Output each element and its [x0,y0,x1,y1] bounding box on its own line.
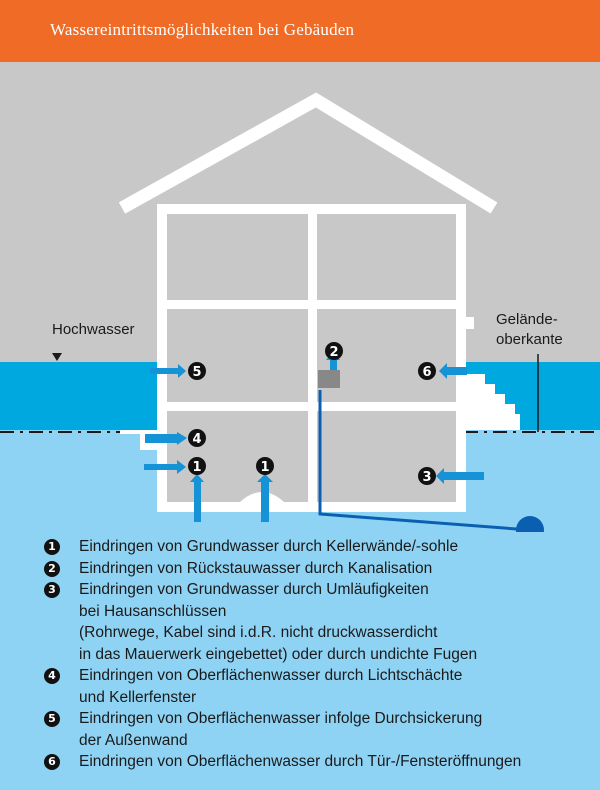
legend-number-3: 3 [44,582,60,598]
drain-trap [318,370,340,388]
legend [44,536,584,773]
arrow-1c-shaft [261,482,269,522]
legend-number-2: 2 [44,561,60,577]
arrow-6-shaft [447,367,467,375]
arrow-4-shaft [145,434,177,443]
marker-5-label: 5 [192,365,202,380]
legend-item-6 [44,751,584,773]
arrow-1b-shaft [194,482,201,522]
legend-number-5: 5 [44,711,60,727]
page-title: Wassereintrittsmöglichkeiten bei Gebäuden [50,20,355,39]
gelaende-label-line2: oberkante [496,331,563,348]
wall-opening [456,317,474,329]
marker-3-label: 3 [422,470,432,485]
marker-1a-label: 1 [192,460,202,475]
marker-2-label: 2 [329,345,339,360]
arrow-5-shaft [150,368,178,374]
hochwasser-label: Hochwasser [52,321,135,338]
legend-number-6: 6 [44,754,60,770]
legend-number-4: 4 [44,668,60,684]
house-diagram [0,62,600,532]
center-wall [308,204,317,510]
right-wall [456,204,466,510]
marker-1b-label: 1 [260,460,270,475]
header-bar [0,0,600,62]
legend-text-4: Eindringen von Oberflächenwasser durch Lichtschächte und Kellerfenster [79,667,463,706]
legend-text-6: Eindringen von Oberflächenwasser durch Tür-/Fensteröffnungen [79,753,522,770]
marker-4-label: 4 [192,432,202,447]
marker-6-label: 6 [422,365,432,380]
legend-text-5: Eindringen von Oberflächenwasser infolge Durchsickerung der Außenwand [79,710,483,749]
legend-text-3: Eindringen von Grundwasser durch Umläufigkeiten bei Hausanschlüssen (Rohrwege, Kabel sind i.d.R. nicht druckwasserdicht in das Mauerwerk eingebettet) oder durch undichte Fugen [79,581,478,663]
legend-item-2 [44,558,584,580]
legend-item-5 [44,708,584,751]
legend-item-1 [44,536,584,558]
legend-item-3 [44,579,584,665]
arrow-3-shaft [444,472,484,480]
legend-number-1: 1 [44,539,60,555]
gelaende-label-line1: Gelände- [496,311,558,328]
legend-text-1: Eindringen von Grundwasser durch Kellerwände/-sohle [79,538,459,555]
arrow-1a-shaft [144,464,177,470]
legend-text-2: Eindringen von Rückstauwasser durch Kanalisation [79,559,433,577]
legend-item-4 [44,665,584,708]
